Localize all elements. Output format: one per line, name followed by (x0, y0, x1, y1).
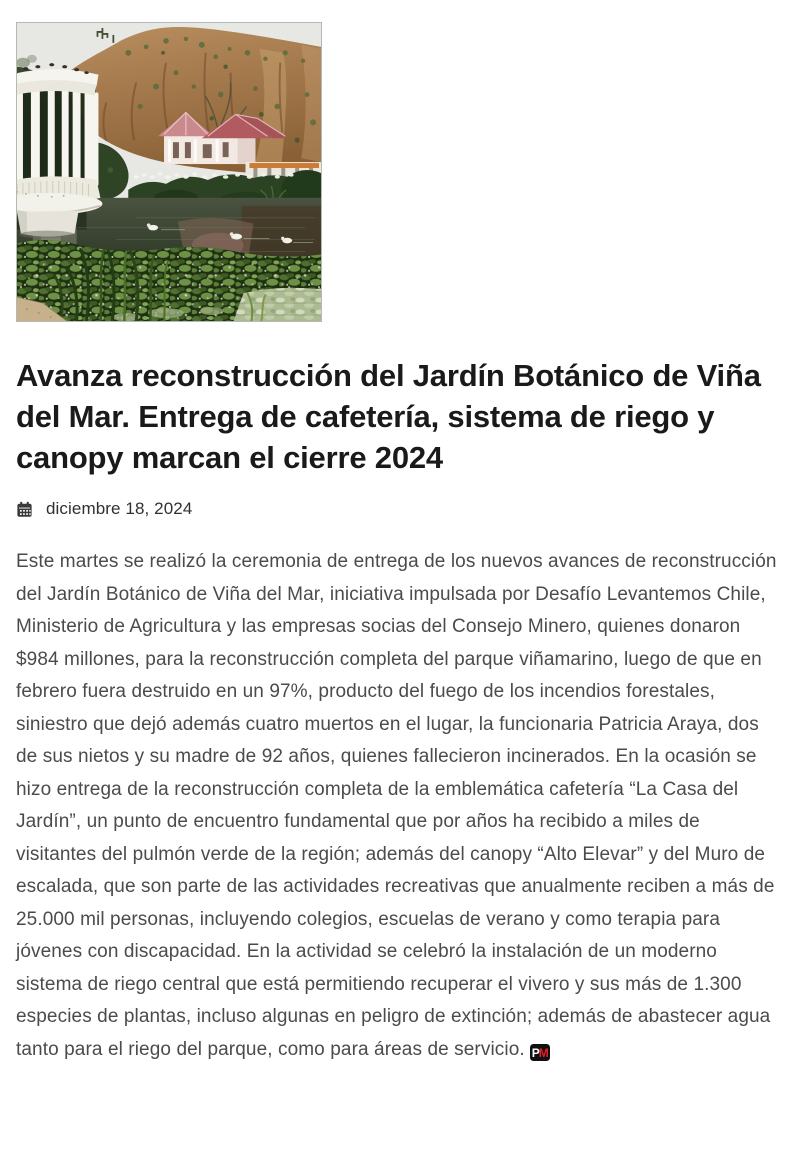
article-title: Avanza reconstrucción del Jardín Botánico de Viña del Mar. Entrega de cafetería, sistema de riego y canopy marcan el cierre 2024 (16, 358, 761, 475)
article-body-text: Este martes se realizó la ceremonia de entrega de los nuevos avances de reconstrucción del Jardín Botánico de Viña del Mar, iniciativa impulsada por Desafío Levantemos Chile, Ministerio de Agricultura y las empresas socias del Consejo Minero, quienes donaron $984 millones, para la reconstrucción completa del parque viñamarino, luego de que en febrero fuera destruido en un 97%, producto del fuego de los incendios forestales, siniestro que dejó además cuatro muertos en el lugar, la funcionaria Patricia Araya, dos de sus nietos y su madre de 92 años, quienes fallecieron incinerados. En la ocasión se hizo entrega de la reconstrucción completa de la emblemática cafetería “La Casa del Jardín”, un punto de encuentro fundamental que por años ha recibido a miles de visitantes del pulmón verde de la región; además del canopy “Alto Elevar” y del Muro de escalada, que son parte de las actividades recreativas que anualmente reciben a más de 25.000 mil personas, incluyendo colegios, escuelas de verano y como terapia para jóvenes con discapacidad. En la actividad se celebró la instalación de un moderno sistema de riego central que está permitiendo recuperar el vivero y sus más de 1.300 especies de plantas, incluso algunas en peligro de extinción; además de abastecer agua tanto para el riego del parque, como para áreas de servicio. (16, 551, 777, 1060)
publish-date: diciembre 18, 2024 (46, 499, 193, 518)
pm-letter-m: M (538, 1045, 548, 1060)
featured-image (16, 22, 322, 322)
article-meta (16, 499, 784, 519)
article-body (16, 546, 784, 1066)
pm-letter-p: P (531, 1045, 539, 1060)
calendar-icon (16, 501, 33, 518)
pond-gazebo-garden-photo (17, 23, 321, 321)
pm-brand-mark-icon (530, 1044, 550, 1061)
